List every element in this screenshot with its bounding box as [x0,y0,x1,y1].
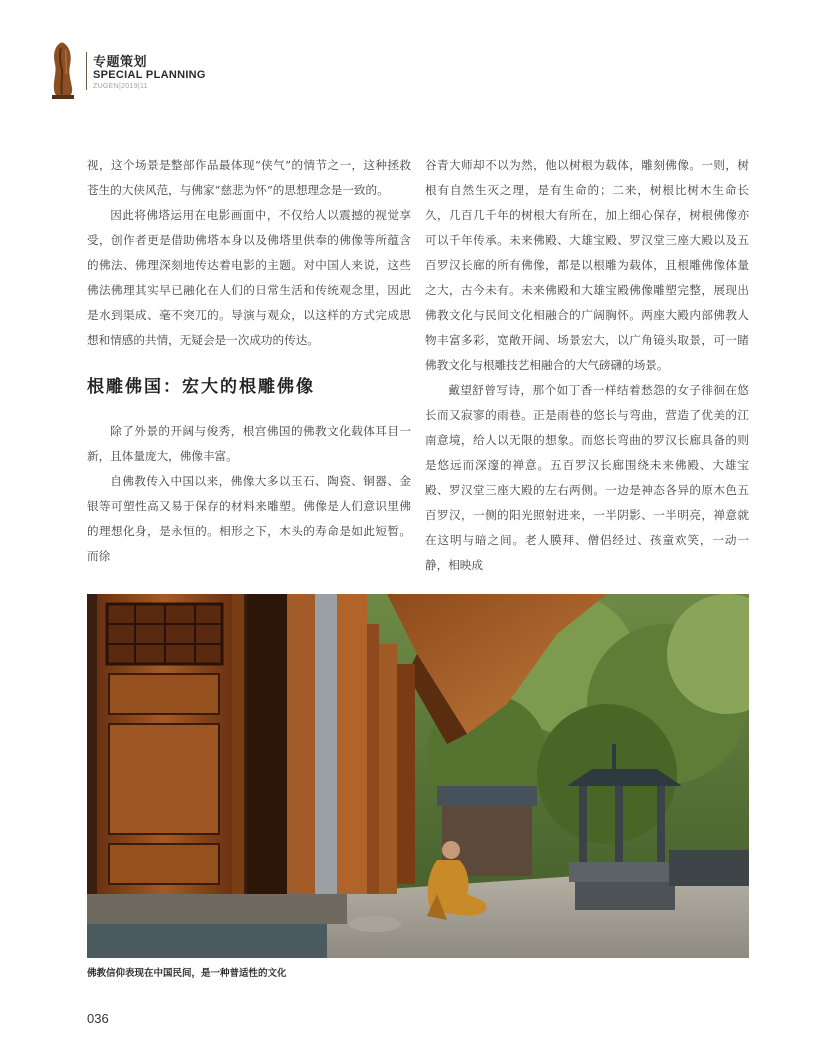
article-left-column [87,153,411,569]
paragraph: 谷青大师却不以为然，他以树根为载体，雕刻佛像。一则，树根有自然生灭之理，是有生命的；二来，树根比树木生命长久，几百几千年的树根大有所在，加上细心保存，树根佛像亦可以千年传承。未来佛殿、大雄宝殿、罗汉堂三座大殿以及五百罗汉长廊的所有佛像，都是以根雕为载体，且根雕佛像体量之大，古今未有。未来佛殿和大雄宝殿佛像雕塑完整，展现出佛教文化与民间文化相融合的广阔胸怀。两座大殿内部佛教人物丰富多彩，宽敞开阔、场景宏大，以广角镜头取景，可一睹佛教文化与根雕技艺相融合的大气磅礴的场景。 [425,158,749,372]
paragraph: 自佛教传入中国以来，佛像大多以玉石、陶瓷、铜器、金银等可塑性高又易于保存的材料来雕塑。佛像是人们意识里佛的理想化身，是永恒的。相形之下，木头的寿命是如此短暂。而徐 [87,474,411,563]
paragraph: 除了外景的开阔与俊秀，根宫佛国的佛教文化载体耳目一新，且体量庞大，佛像丰富。 [87,424,411,463]
paragraph: 因此将佛塔运用在电影画面中，不仅给人以震撼的视觉享受，创作者更是借助佛塔本身以及佛塔里供奉的佛像等所蕴含的佛法、佛理深刻地传达着电影的主题。对中国人来说，这些佛法佛理其实早已融化在人们的日常生活和传统观念里，因此是水到渠成、毫不突兀的。导演与观众，以这样的方式完成思想和情感的共情，无疑会是一次成功的传达。 [87,208,411,347]
temple-corridor-photo [87,594,749,958]
section-title-cn: 专题策划 [93,55,148,70]
section-heading: 根雕佛国：宏大的根雕佛像 [87,377,315,397]
article-right-column [425,153,749,578]
section-title-en: SPECIAL PLANNING [93,69,206,81]
paragraph: 视，这个场景是整部作品最体现“侠气”的情节之一，这种拯救苍生的大侠风范，与佛家“慈悲为怀”的思想理念是一致的。 [87,158,411,197]
paragraph: 戴望舒曾写诗，那个如丁香一样结着愁怨的女子徘徊在悠长而又寂寥的雨巷。正是雨巷的悠长与弯曲，营造了优美的江南意境，给人以无限的想象。而悠长弯曲的罗汉长廊具备的则是悠远而深邃的禅意。五百罗汉长廊围绕未来佛殿、大雄宝殿、罗汉堂三座大殿的左右两侧。一边是神态各异的原木色五百罗汉，一侧的阳光照射进来，一半阴影、一半明亮，禅意就在这明与暗之间。老人膜拜、僧侣经过、孩童欢笑，一动一静，相映成 [425,383,749,572]
root-sculpture-logo [48,40,78,100]
header-divider [86,52,87,90]
issue-label: ZUGEN|2019|11 [93,83,148,90]
photo-caption: 佛教信仰表现在中国民间，是一种普适性的文化 [87,968,287,979]
page-number: 036 [87,1011,109,1026]
